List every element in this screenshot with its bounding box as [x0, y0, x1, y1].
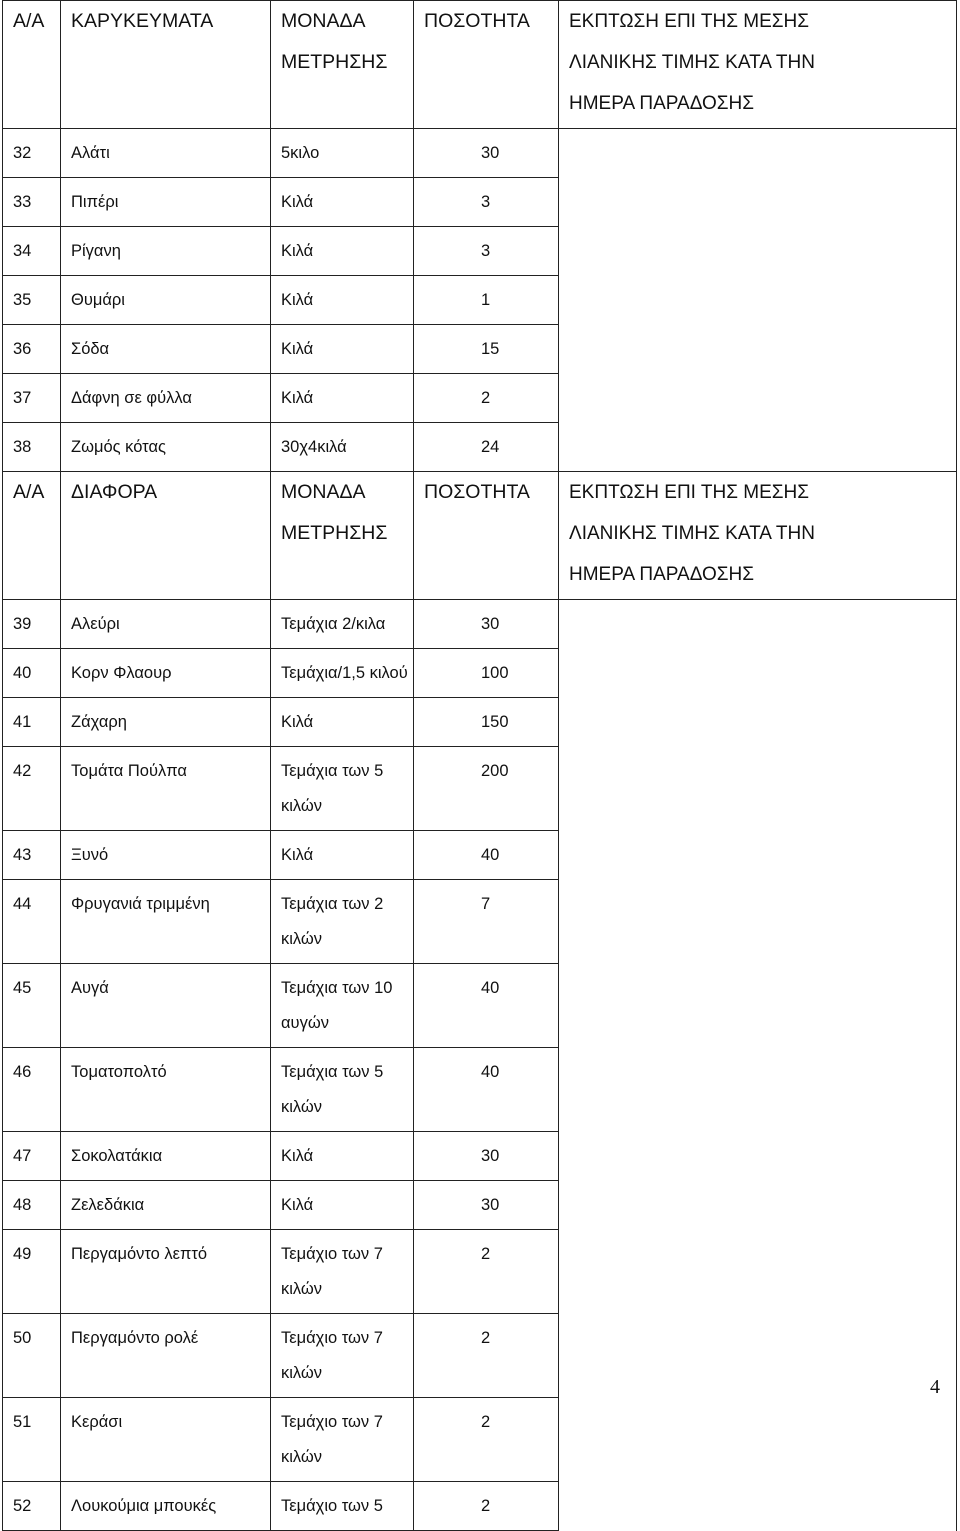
- header-no: Α/Α: [3, 472, 61, 600]
- row-unit: Τεμάχιο των 5: [271, 1482, 414, 1531]
- row-item: Περγαμόντο ρολέ: [61, 1314, 271, 1398]
- row-number: 32: [3, 129, 61, 178]
- row-quantity: 7: [414, 880, 559, 964]
- row-number: 52: [3, 1482, 61, 1531]
- table-row: [3, 1132, 957, 1181]
- table-header-row: [3, 1, 957, 129]
- row-item: Κορν Φλαουρ: [61, 649, 271, 698]
- row-number: 48: [3, 1181, 61, 1230]
- row-quantity: 3: [414, 227, 559, 276]
- row-item: Αλεύρι: [61, 600, 271, 649]
- row-item: Τοματοπολτό: [61, 1048, 271, 1132]
- table-header-row: [3, 472, 957, 600]
- row-quantity: 30: [414, 1132, 559, 1181]
- table-row: [3, 964, 957, 1048]
- row-number: 33: [3, 178, 61, 227]
- row-unit: Τεμάχιο των 7 κιλών: [271, 1230, 414, 1314]
- row-quantity: 2: [414, 374, 559, 423]
- row-discount: [559, 1314, 957, 1398]
- header-item: ΚΑΡΥΚΕΥΜΑΤΑ: [61, 1, 271, 129]
- row-unit: Τεμάχιο των 7 κιλών: [271, 1314, 414, 1398]
- row-quantity: 40: [414, 964, 559, 1048]
- row-number: 36: [3, 325, 61, 374]
- header-discount: ΕΚΠΤΩΣΗ ΕΠΙ ΤΗΣ ΜΕΣΗΣ ΛΙΑΝΙΚΗΣ ΤΙΜΗΣ ΚΑΤΑ ΤΗΝ ΗΜΕΡΑ ΠΑΡΑΔΟΣΗΣ: [559, 1, 957, 129]
- table-row: [3, 325, 957, 374]
- row-quantity: 100: [414, 649, 559, 698]
- row-quantity: 150: [414, 698, 559, 747]
- row-quantity: 2: [414, 1230, 559, 1314]
- row-unit: Κιλά: [271, 698, 414, 747]
- row-quantity: 200: [414, 747, 559, 831]
- row-unit: Κιλά: [271, 831, 414, 880]
- row-item: Περγαμόντο λεπτό: [61, 1230, 271, 1314]
- row-item: Ξυνό: [61, 831, 271, 880]
- table-row: [3, 276, 957, 325]
- row-unit: Τεμάχια/1,5 κιλού: [271, 649, 414, 698]
- row-number: 49: [3, 1230, 61, 1314]
- row-item: Δάφνη σε φύλλα: [61, 374, 271, 423]
- row-discount: [559, 831, 957, 880]
- row-discount: [559, 374, 957, 423]
- row-item: Τομάτα Πούλπα: [61, 747, 271, 831]
- section-misc: [3, 600, 957, 1531]
- row-unit: Τεμάχιο των 7 κιλών: [271, 1398, 414, 1482]
- row-number: 50: [3, 1314, 61, 1398]
- row-unit: Τεμάχια των 2 κιλών: [271, 880, 414, 964]
- row-quantity: 30: [414, 1181, 559, 1230]
- table-row: [3, 600, 957, 649]
- row-discount: [559, 747, 957, 831]
- row-discount: [559, 880, 957, 964]
- table-row: [3, 227, 957, 276]
- row-quantity: 40: [414, 831, 559, 880]
- row-number: 41: [3, 698, 61, 747]
- row-unit: Κιλά: [271, 374, 414, 423]
- row-number: 40: [3, 649, 61, 698]
- row-quantity: 15: [414, 325, 559, 374]
- table-row: [3, 880, 957, 964]
- row-unit: 5κιλο: [271, 129, 414, 178]
- row-item: Σοκολατάκια: [61, 1132, 271, 1181]
- row-discount: [559, 1048, 957, 1132]
- row-discount: [559, 276, 957, 325]
- row-number: 44: [3, 880, 61, 964]
- row-discount: [559, 649, 957, 698]
- row-discount: [559, 698, 957, 747]
- row-number: 47: [3, 1132, 61, 1181]
- header-unit: ΜΟΝΑΔΑ ΜΕΤΡΗΣΗΣ: [271, 1, 414, 129]
- row-unit: Τεμάχια 2/κιλα: [271, 600, 414, 649]
- table-row: [3, 698, 957, 747]
- table-row: [3, 1482, 957, 1531]
- row-quantity: 30: [414, 600, 559, 649]
- header-discount: ΕΚΠΤΩΣΗ ΕΠΙ ΤΗΣ ΜΕΣΗΣ ΛΙΑΝΙΚΗΣ ΤΙΜΗΣ ΚΑΤΑ ΤΗΝ ΗΜΕΡΑ ΠΑΡΑΔΟΣΗΣ: [559, 472, 957, 600]
- row-unit: Κιλά: [271, 276, 414, 325]
- row-number: 39: [3, 600, 61, 649]
- row-quantity: 30: [414, 129, 559, 178]
- row-number: 45: [3, 964, 61, 1048]
- row-item: Αλάτι: [61, 129, 271, 178]
- row-discount: [559, 1398, 957, 1482]
- row-item: Αυγά: [61, 964, 271, 1048]
- row-number: 35: [3, 276, 61, 325]
- row-discount: [559, 964, 957, 1048]
- table-row: [3, 178, 957, 227]
- row-discount: [559, 1132, 957, 1181]
- header-quantity: ΠΟΣΟΤΗΤΑ: [414, 1, 559, 129]
- row-unit: 30χ4κιλά: [271, 423, 414, 472]
- header-item: ΔΙΑΦΟΡΑ: [61, 472, 271, 600]
- table-row: [3, 747, 957, 831]
- row-number: 38: [3, 423, 61, 472]
- row-item: Ρίγανη: [61, 227, 271, 276]
- row-unit: Κιλά: [271, 178, 414, 227]
- row-quantity: 1: [414, 276, 559, 325]
- table-row: [3, 1230, 957, 1314]
- row-number: 43: [3, 831, 61, 880]
- row-quantity: 40: [414, 1048, 559, 1132]
- table-row: [3, 1048, 957, 1132]
- row-discount: [559, 423, 957, 472]
- table-row: [3, 831, 957, 880]
- table-row: [3, 374, 957, 423]
- header-no: Α/Α: [3, 1, 61, 129]
- table-row: [3, 1181, 957, 1230]
- price-table: [2, 0, 957, 1531]
- row-item: Φρυγανιά τριμμένη: [61, 880, 271, 964]
- table-row: [3, 1398, 957, 1482]
- table-row: [3, 1314, 957, 1398]
- row-quantity: 2: [414, 1482, 559, 1531]
- row-item: Ζελεδάκια: [61, 1181, 271, 1230]
- row-item: Λουκούμια μπουκές: [61, 1482, 271, 1531]
- row-discount: [559, 1181, 957, 1230]
- row-unit: Κιλά: [271, 1132, 414, 1181]
- row-number: 42: [3, 747, 61, 831]
- row-quantity: 3: [414, 178, 559, 227]
- row-discount: [559, 178, 957, 227]
- row-quantity: 2: [414, 1398, 559, 1482]
- row-discount: [559, 325, 957, 374]
- header-unit: ΜΟΝΑΔΑ ΜΕΤΡΗΣΗΣ: [271, 472, 414, 600]
- table-row: [3, 649, 957, 698]
- row-unit: Τεμάχια των 5 κιλών: [271, 1048, 414, 1132]
- page-number: 4: [930, 1376, 940, 1398]
- row-discount: [559, 600, 957, 649]
- row-unit: Τεμάχια των 10 αυγών: [271, 964, 414, 1048]
- row-unit: Κιλά: [271, 1181, 414, 1230]
- row-unit: Κιλά: [271, 325, 414, 374]
- row-item: Κεράσι: [61, 1398, 271, 1482]
- row-discount: [559, 227, 957, 276]
- row-number: 37: [3, 374, 61, 423]
- row-number: 46: [3, 1048, 61, 1132]
- row-number: 34: [3, 227, 61, 276]
- header-quantity: ΠΟΣΟΤΗΤΑ: [414, 472, 559, 600]
- section-spices: [3, 129, 957, 472]
- row-discount: [559, 129, 957, 178]
- row-discount: [559, 1482, 957, 1531]
- row-item: Πιπέρι: [61, 178, 271, 227]
- row-item: Θυμάρι: [61, 276, 271, 325]
- row-item: Ζωμός κότας: [61, 423, 271, 472]
- row-number: 51: [3, 1398, 61, 1482]
- table-row: [3, 129, 957, 178]
- table-row: [3, 423, 957, 472]
- row-item: Σόδα: [61, 325, 271, 374]
- row-quantity: 2: [414, 1314, 559, 1398]
- row-discount: [559, 1230, 957, 1314]
- row-unit: Κιλά: [271, 227, 414, 276]
- row-unit: Τεμάχια των 5 κιλών: [271, 747, 414, 831]
- row-item: Ζάχαρη: [61, 698, 271, 747]
- row-quantity: 24: [414, 423, 559, 472]
